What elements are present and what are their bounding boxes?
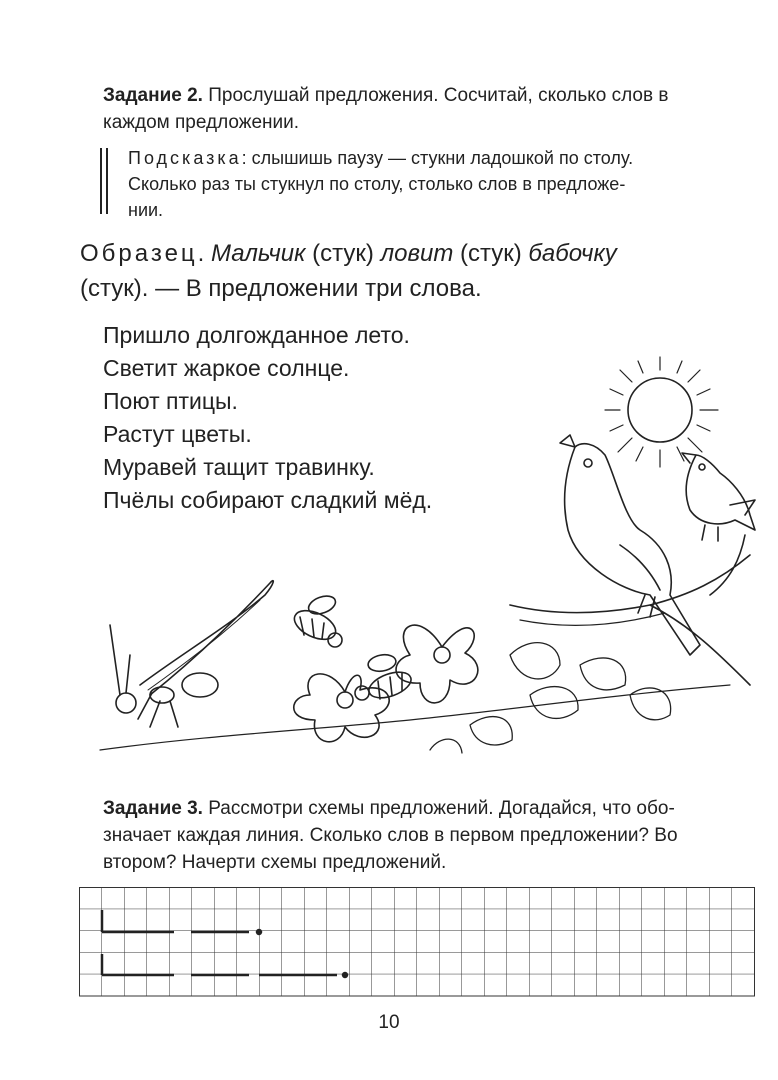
sample-knock-2: (стук)	[453, 240, 529, 267]
leaf-cluster	[430, 643, 671, 753]
sample-label: Образец	[80, 240, 198, 267]
bee-icon	[290, 593, 342, 647]
sun-icon	[605, 357, 718, 467]
task3-label: Задание 3.	[103, 798, 203, 819]
hint-line2: Сколько раз ты стукнул по столу, столько слов в предложе-	[128, 174, 626, 194]
task2-line2: каждом предложении.	[103, 112, 300, 133]
hint-line1: : слышишь паузу — стукни ладошкой по столу.	[241, 148, 634, 168]
page-number: 10	[378, 1012, 400, 1033]
sentence-3: Поют птицы.	[103, 388, 238, 414]
sample-word-1: Мальчик	[211, 240, 306, 267]
sentence-1: Пришло долгожданное лето.	[103, 322, 410, 348]
task3-line1: Рассмотри схемы предложений. Догадайся, что обо-	[202, 798, 675, 819]
task3-text	[103, 795, 763, 876]
hint-bar-left	[100, 148, 102, 214]
sample-knock-1: (стук)	[305, 240, 381, 267]
exercise-grid[interactable]	[79, 887, 756, 997]
sentence-6: Пчёлы собирают сладкий мёд.	[103, 487, 433, 513]
branch	[510, 535, 750, 685]
sample-word-3: бабочку	[528, 240, 617, 267]
sentence-2: Светит жаркое солнце.	[103, 355, 350, 381]
sample-dot: .	[197, 240, 212, 267]
small-bird-icon	[682, 453, 755, 541]
ant-icon	[110, 625, 218, 727]
sentence-5: Муравей тащит травинку.	[103, 454, 375, 480]
hint-line3: нии.	[128, 200, 164, 220]
hint-bar-right	[106, 148, 108, 214]
hint-block	[128, 145, 768, 223]
nature-illustration	[90, 355, 760, 765]
sample-block	[80, 236, 770, 306]
flower-icon	[294, 674, 389, 742]
sample-word-2: ловит	[380, 240, 454, 267]
task3-line3: втором? Начерти схемы предложений.	[103, 852, 447, 873]
task3-line2: значает каждая линия. Сколько слов в первом предложении? Во	[103, 825, 678, 846]
grass-blade	[140, 581, 273, 695]
hill	[100, 685, 730, 750]
task2-label: Задание 2.	[103, 85, 203, 106]
bee-icon	[355, 653, 414, 703]
flower-icon	[396, 625, 478, 703]
sentence-4: Растут цветы.	[103, 421, 252, 447]
sample-line2: (стук). — В предложении три слова.	[80, 275, 482, 302]
task2-text	[103, 82, 763, 136]
hint-label: Подсказка	[128, 148, 242, 168]
task2-line1: Прослушай предложения. Сосчитай, сколько слов в	[202, 85, 669, 106]
